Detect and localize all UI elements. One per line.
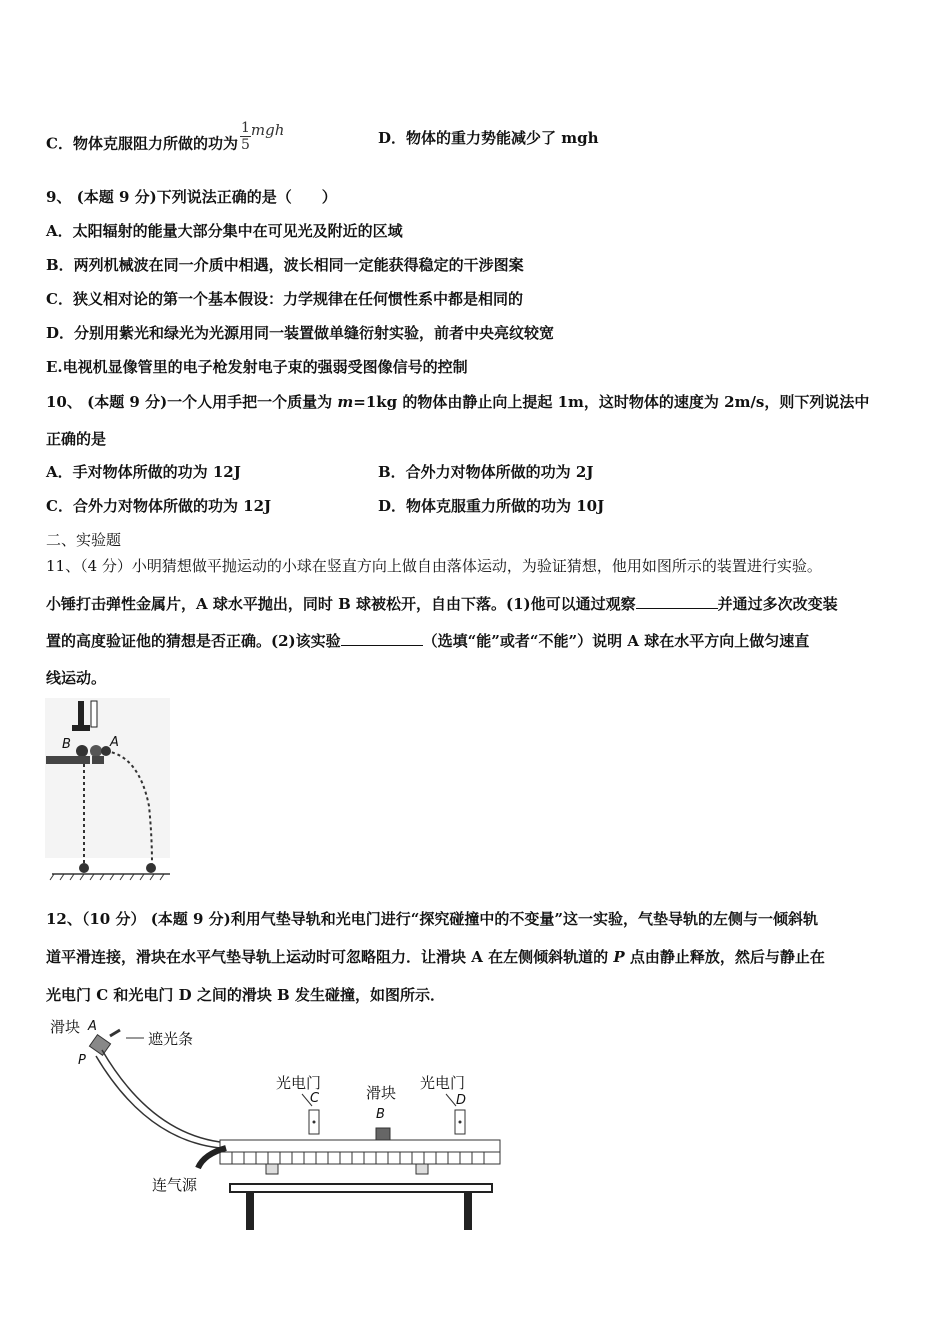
label-b: B	[62, 737, 71, 752]
label-p: P	[78, 1053, 86, 1068]
q8-option-c: C．物体克服阻力所做的功为 $\frac{1}{5}$ mgh	[46, 120, 285, 153]
label-d: D	[456, 1093, 467, 1108]
label-air-source: 连气源	[152, 1176, 198, 1194]
section-heading: 二、实验题	[46, 531, 122, 549]
label-a: A	[88, 1019, 97, 1034]
table-leg-right	[464, 1192, 472, 1230]
fraction: $\frac{1}{5}$	[240, 120, 250, 153]
gate-d-dot	[459, 1121, 462, 1124]
ball-b-landed	[79, 863, 89, 873]
air-track-base	[220, 1152, 500, 1164]
q12-figure	[40, 1012, 510, 1234]
q11-line1: 11、（4 分）小明猜想做平抛运动的小球在竖直方向上做自由落体运动，为验证猜想，他用如图所示的装置进行实验。	[46, 557, 822, 575]
shade-strip	[110, 1030, 120, 1036]
gate-c-dot	[313, 1121, 316, 1124]
label-shade: 遮光条	[148, 1030, 194, 1048]
q9-stem: 9、 (本题 9 分)下列说法正确的是（ ）	[46, 188, 337, 206]
q9-option-a: A．太阳辐射的能量大部分集中在可见光及附近的区域	[46, 222, 403, 240]
q9-option-b: B．两列机械波在同一介质中相遇，波长相同一定能获得稳定的干涉图案	[46, 256, 524, 274]
q8-option-d: D．物体的重力势能减少了 mgh	[378, 129, 599, 147]
q10-stem: 10、 (本题 9 分)一个人用手把一个质量为 m=1kg 的物体由静止向上提起 1m，这时物体的速度为 2m/s，则下列说法中	[46, 393, 870, 411]
label-gate-d: 光电门	[420, 1074, 466, 1092]
q11-figure	[44, 696, 174, 886]
ball-a-landed	[146, 863, 156, 873]
hammer-handle	[78, 701, 84, 727]
q11-line3: 置的高度验证他的猜想是否正确。(2)该实验 （选填“能”或者“不能”）说明 A 球在水平方向上做匀速直	[46, 632, 810, 650]
answer-blank[interactable]	[636, 594, 718, 609]
q10-stem-cont: 正确的是	[46, 430, 107, 448]
platform-right	[92, 756, 104, 764]
q10-option-a: A．手对物体所做的功为 12J	[46, 463, 241, 481]
q10-option-b: B．合外力对物体所做的功为 2J	[378, 463, 594, 481]
label-c: C	[310, 1091, 320, 1106]
q9-option-c: C．狭义相对论的第一个基本假设：力学规律在任何惯性系中都是相同的	[46, 290, 523, 308]
ground-hatch	[50, 874, 164, 880]
incline-track-top	[102, 1050, 220, 1142]
q12-line1: 12、（10 分） (本题 9 分)利用气垫导轨和光电门进行“探究碰撞中的不变量”这一实验，气垫导轨的左侧与一倾斜轨	[46, 910, 819, 928]
gate-d-leader	[446, 1094, 456, 1106]
q11-line4: 线运动。	[46, 669, 107, 687]
label-a: A	[110, 735, 119, 750]
q11-line2: 小锤打击弹性金属片，A 球水平抛出，同时 B 球被松开，自由下落。(1)他可以通过观察 并通过多次改变装	[46, 595, 838, 613]
label-slider-a: 滑块	[50, 1018, 81, 1036]
foot-left	[266, 1164, 278, 1174]
post	[91, 701, 97, 727]
label-slider-b: 滑块	[366, 1084, 397, 1102]
air-track	[220, 1140, 500, 1152]
hammer-head	[72, 725, 90, 731]
slider-b	[376, 1128, 390, 1140]
foot-right	[416, 1164, 428, 1174]
q9-option-d: D．分别用紫光和绿光为光源用同一装置做单缝衍射实验，前者中央亮纹较宽	[46, 324, 555, 342]
q12-line3: 光电门 C 和光电门 D 之间的滑块 B 发生碰撞，如图所示．	[46, 986, 445, 1004]
platform-left	[46, 756, 90, 764]
ball-a	[90, 745, 102, 757]
label-gate-c: 光电门	[276, 1074, 322, 1092]
answer-blank[interactable]	[341, 631, 423, 646]
ball-b	[76, 745, 88, 757]
q9-option-e: E.电视机显像管里的电子枪发射电子束的强弱受图像信号的控制	[46, 358, 468, 376]
table-leg-left	[246, 1192, 254, 1230]
q10-option-d: D．物体克服重力所做的功为 10J	[378, 497, 605, 515]
q10-option-c: C．合外力对物体所做的功为 12J	[46, 497, 272, 515]
table-top	[230, 1184, 492, 1192]
slider-a	[89, 1035, 110, 1056]
label-b: B	[376, 1107, 385, 1122]
q12-line2: 道平滑连接，滑块在水平气垫导轨上运动时可忽略阻力．让滑块 A 在左侧倾斜轨道的 P 点由静止释放，然后与静止在	[46, 948, 825, 966]
